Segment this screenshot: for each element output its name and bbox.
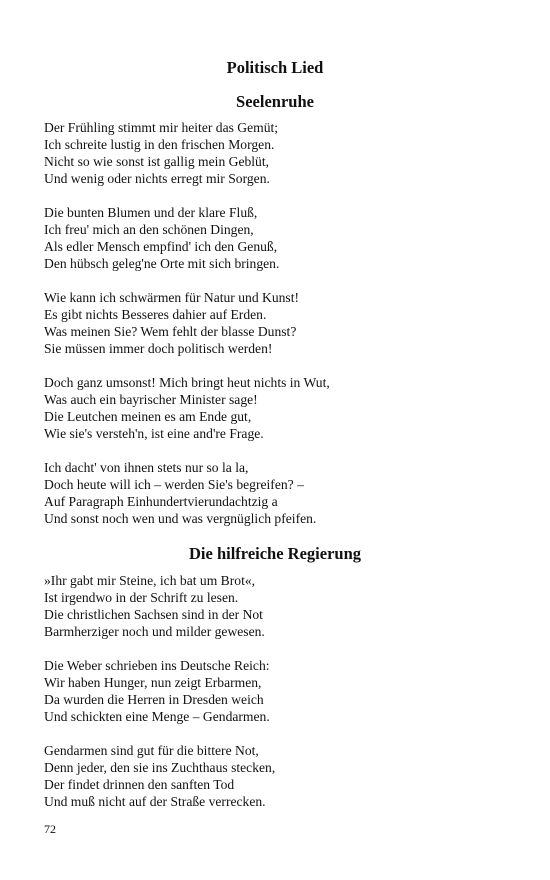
- poem-line: Die bunten Blumen und der klare Fluß,: [44, 205, 258, 220]
- poem-line: Denn jeder, den sie ins Zuchthaus stecken,: [44, 760, 276, 775]
- stanza: [44, 374, 514, 442]
- poem-line: Gendarmen sind gut für die bittere Not,: [44, 743, 259, 758]
- stanza: [44, 657, 514, 725]
- poem-line: Ich schreite lustig in den frischen Morgen.: [44, 137, 275, 152]
- poem-line: Und sonst noch wen und was vergnüglich pfeifen.: [44, 511, 317, 526]
- poem-line: Und muß nicht auf der Straße verrecken.: [44, 794, 266, 809]
- poem-line: Ist irgendwo in der Schrift zu lesen.: [44, 590, 239, 605]
- poem-line: Barmherziger noch und milder gewesen.: [44, 624, 265, 639]
- poem-line: Der Frühling stimmt mir heiter das Gemüt;: [44, 120, 279, 135]
- poem-body: [44, 119, 514, 544]
- stanza: [44, 742, 514, 810]
- poem-line: Auf Paragraph Einhundertvierundachtzig a: [44, 494, 278, 509]
- stanza: [44, 119, 514, 187]
- poem-line: »Ihr gabt mir Steine, ich bat um Brot«,: [44, 573, 256, 588]
- poem-line: Da wurden die Herren in Dresden weich: [44, 692, 264, 707]
- page-number: 72: [44, 822, 56, 836]
- poem-title: Die hilfreiche Regierung: [189, 544, 361, 563]
- stanza: [44, 289, 514, 357]
- poem-line: Doch heute will ich – werden Sie's begreifen? –: [44, 477, 304, 492]
- poem-line: Nicht so wie sonst ist gallig mein Geblüt,: [44, 154, 270, 169]
- poem-line: Die christlichen Sachsen sind in der Not: [44, 607, 263, 622]
- poem-line: Und wenig oder nichts erregt mir Sorgen.: [44, 171, 270, 186]
- poem-title: Seelenruhe: [236, 92, 314, 111]
- poem-line: Ich freu' mich an den schönen Dingen,: [44, 222, 254, 237]
- poem-line: Ich dacht' von ihnen stets nur so la la,: [44, 460, 249, 475]
- poem-line: Wie sie's versteh'n, ist eine and're Frage.: [44, 426, 264, 441]
- poem-line: Als edler Mensch empfind' ich den Genuß,: [44, 239, 278, 254]
- poem-line: Was meinen Sie? Wem fehlt der blasse Dunst?: [44, 324, 297, 339]
- poem-line: Wie kann ich schwärmen für Natur und Kunst!: [44, 290, 300, 305]
- poem-line: Doch ganz umsonst! Mich bringt heut nichts in Wut,: [44, 375, 330, 390]
- stanza: [44, 204, 514, 272]
- poem-line: Und schickten eine Menge – Gendarmen.: [44, 709, 270, 724]
- poem-line: Die Leutchen meinen es am Ende gut,: [44, 409, 252, 424]
- poem-line: Wir haben Hunger, nun zeigt Erbarmen,: [44, 675, 262, 690]
- stanza: [44, 459, 514, 527]
- poem-line: Der findet drinnen den sanften Tod: [44, 777, 235, 792]
- poem-line: Sie müssen immer doch politisch werden!: [44, 341, 273, 356]
- poem-line: Was auch ein bayrischer Minister sage!: [44, 392, 258, 407]
- poem-body: [44, 572, 514, 827]
- section-title: Politisch Lied: [226, 58, 324, 77]
- stanza: [44, 572, 514, 640]
- poem-line: Den hübsch geleg'ne Orte mit sich bringen.: [44, 256, 280, 271]
- poem-line: Es gibt nichts Besseres dahier auf Erden.: [44, 307, 267, 322]
- poem-line: Die Weber schrieben ins Deutsche Reich:: [44, 658, 270, 673]
